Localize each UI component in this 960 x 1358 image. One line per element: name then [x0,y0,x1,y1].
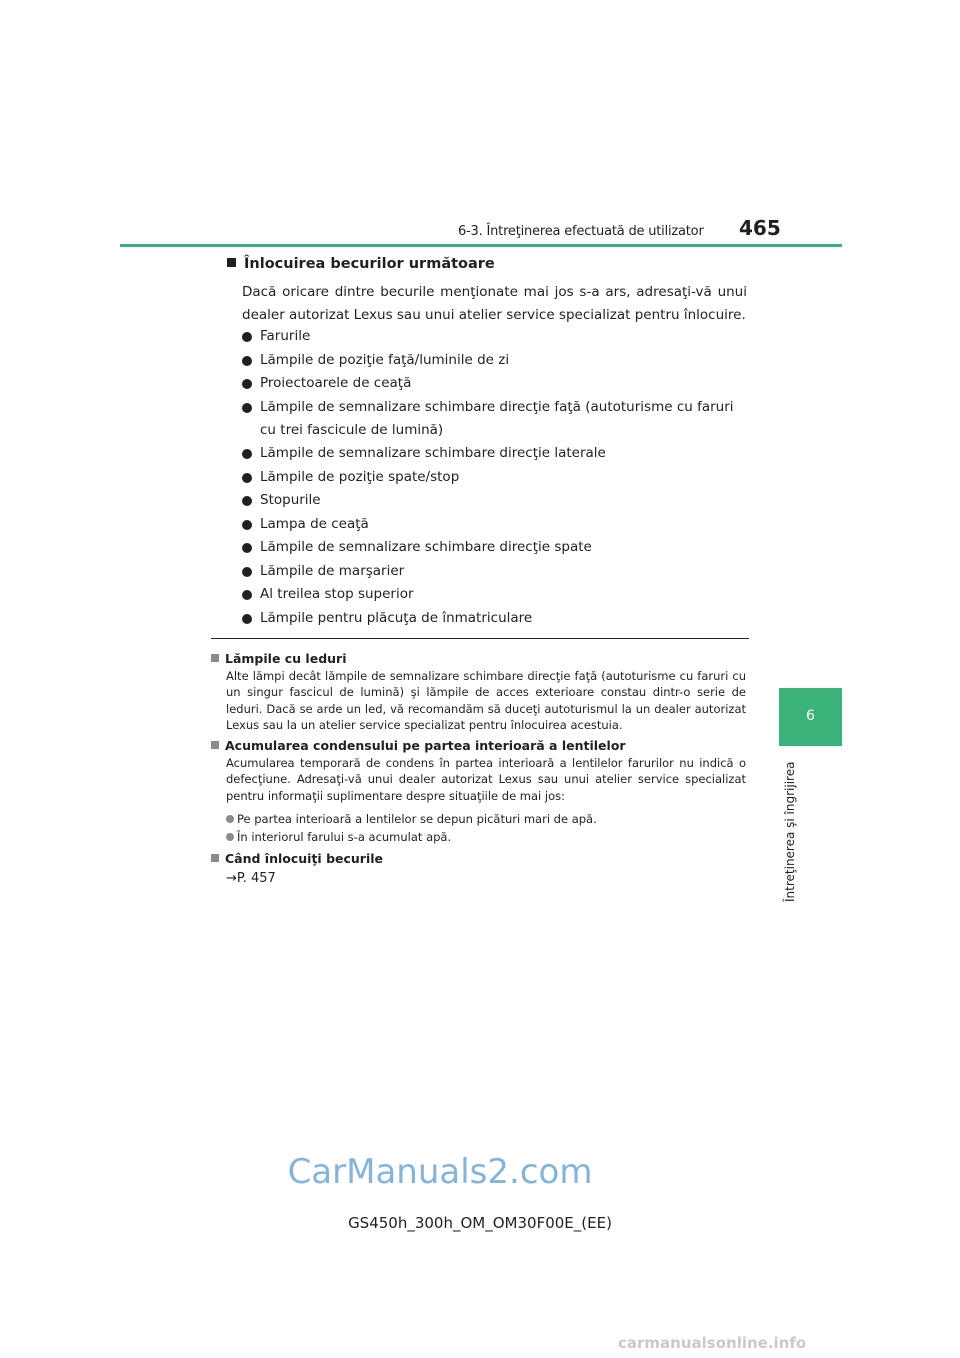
bullet-icon [242,590,252,600]
notes-divider [211,638,749,639]
page-reference-link[interactable]: →P. 457 [226,871,276,887]
bullet-icon [226,833,234,841]
list-item: Farurile [242,325,747,348]
square-bullet-icon [227,258,236,267]
square-bullet-icon [211,654,219,662]
list-item: Lămpile de semnalizare schimbare direcţie faţă (autoturisme cu faruri cu trei fascicule de lumină) [242,396,747,442]
main-heading [227,256,495,272]
note-bullet: Pe partea interioară a lentilelor se depun picături mari de apă. [226,810,746,828]
intro-paragraph: Dacă oricare dintre becurile menţionate mai jos s-a ars, adresaţi-vă unui dealer autorizat Lexus sau unui atelier service specializat pentru înlocuire. [242,284,747,323]
note-text-condensation: Acumularea temporară de condens în partea interioară a lentilelor farurilor nu indică o defecţiune. Adresaţi-vă unui dealer autorizat Lexus sau unui atelier service specializat pentru informaţii suplimentare despre situaţiile de mai jos: [226,756,746,803]
list-item: Lămpile de semnalizare schimbare direcţie spate [242,536,747,559]
square-bullet-icon [211,854,219,862]
note-text-leds: Alte lămpi decât lămpile de semnalizare schimbare direcţie faţă (autoturisme cu faruri cu un singur fascicul de lumină) şi lămpile de acces exterioare constau dintr-o serie de leduri. Dacă se arde un led, vă recomandăm să duceţi autoturismul la un dealer autorizat Lexus sau la un atelier service specializat pentru înlocuirea acestuia. [226,669,746,732]
chapter-tab [779,688,842,746]
bullet-icon [242,449,252,459]
list-item: Lampa de ceaţă [242,513,747,536]
square-bullet-icon [211,741,219,749]
chapter-label-container [779,762,801,902]
manual-code: GS450h_300h_OM_OM30F00E_(EE) [348,1214,612,1232]
main-heading-text: Înlocuirea becurilor următoare [244,256,495,272]
list-item: Lămpile de marşarier [242,560,747,583]
bullet-icon [242,567,252,577]
note-heading-replace: Când înlocuiţi becurile [211,850,746,868]
list-item: Lămpile de semnalizare schimbare direcţie laterale [242,442,747,465]
header-divider [120,244,842,247]
page-number: 465 [739,216,781,240]
watermark-logo: CarManuals2.com [287,1152,593,1192]
chapter-number: 6 [806,708,815,724]
list-item: Lămpile pentru plăcuţa de înmatriculare [242,607,747,630]
chapter-label: Întreţinerea şi îngrijirea [783,761,797,902]
list-item: Proiectoarele de ceaţă [242,372,747,395]
list-item: Stopurile [242,489,747,512]
watermark-footer: carmanualsonline.info [618,1334,807,1352]
note-heading-condensation: Acumularea condensului pe partea interioară a lentilelor [211,737,746,755]
list-item: Lămpile de poziţie faţă/luminile de zi [242,349,747,372]
note-heading-leds: Lămpile cu leduri [211,650,746,668]
notes-section [211,650,746,890]
bullet-icon [242,403,252,413]
bullet-icon [242,614,252,624]
list-item: Lămpile de poziţie spate/stop [242,466,747,489]
bullet-icon [242,356,252,366]
bullet-icon [242,520,252,530]
bullet-icon [226,815,234,823]
bullet-icon [242,496,252,506]
bullet-icon [242,543,252,553]
list-item: Al treilea stop superior [242,583,747,606]
bullet-icon [242,332,252,342]
bullet-icon [242,379,252,389]
bullet-icon [242,473,252,483]
section-title: 6-3. Întreţinerea efectuată de utilizator [458,224,704,239]
bulb-list [242,325,747,630]
note-bullet: În interiorul farului s-a acumulat apă. [226,828,746,846]
